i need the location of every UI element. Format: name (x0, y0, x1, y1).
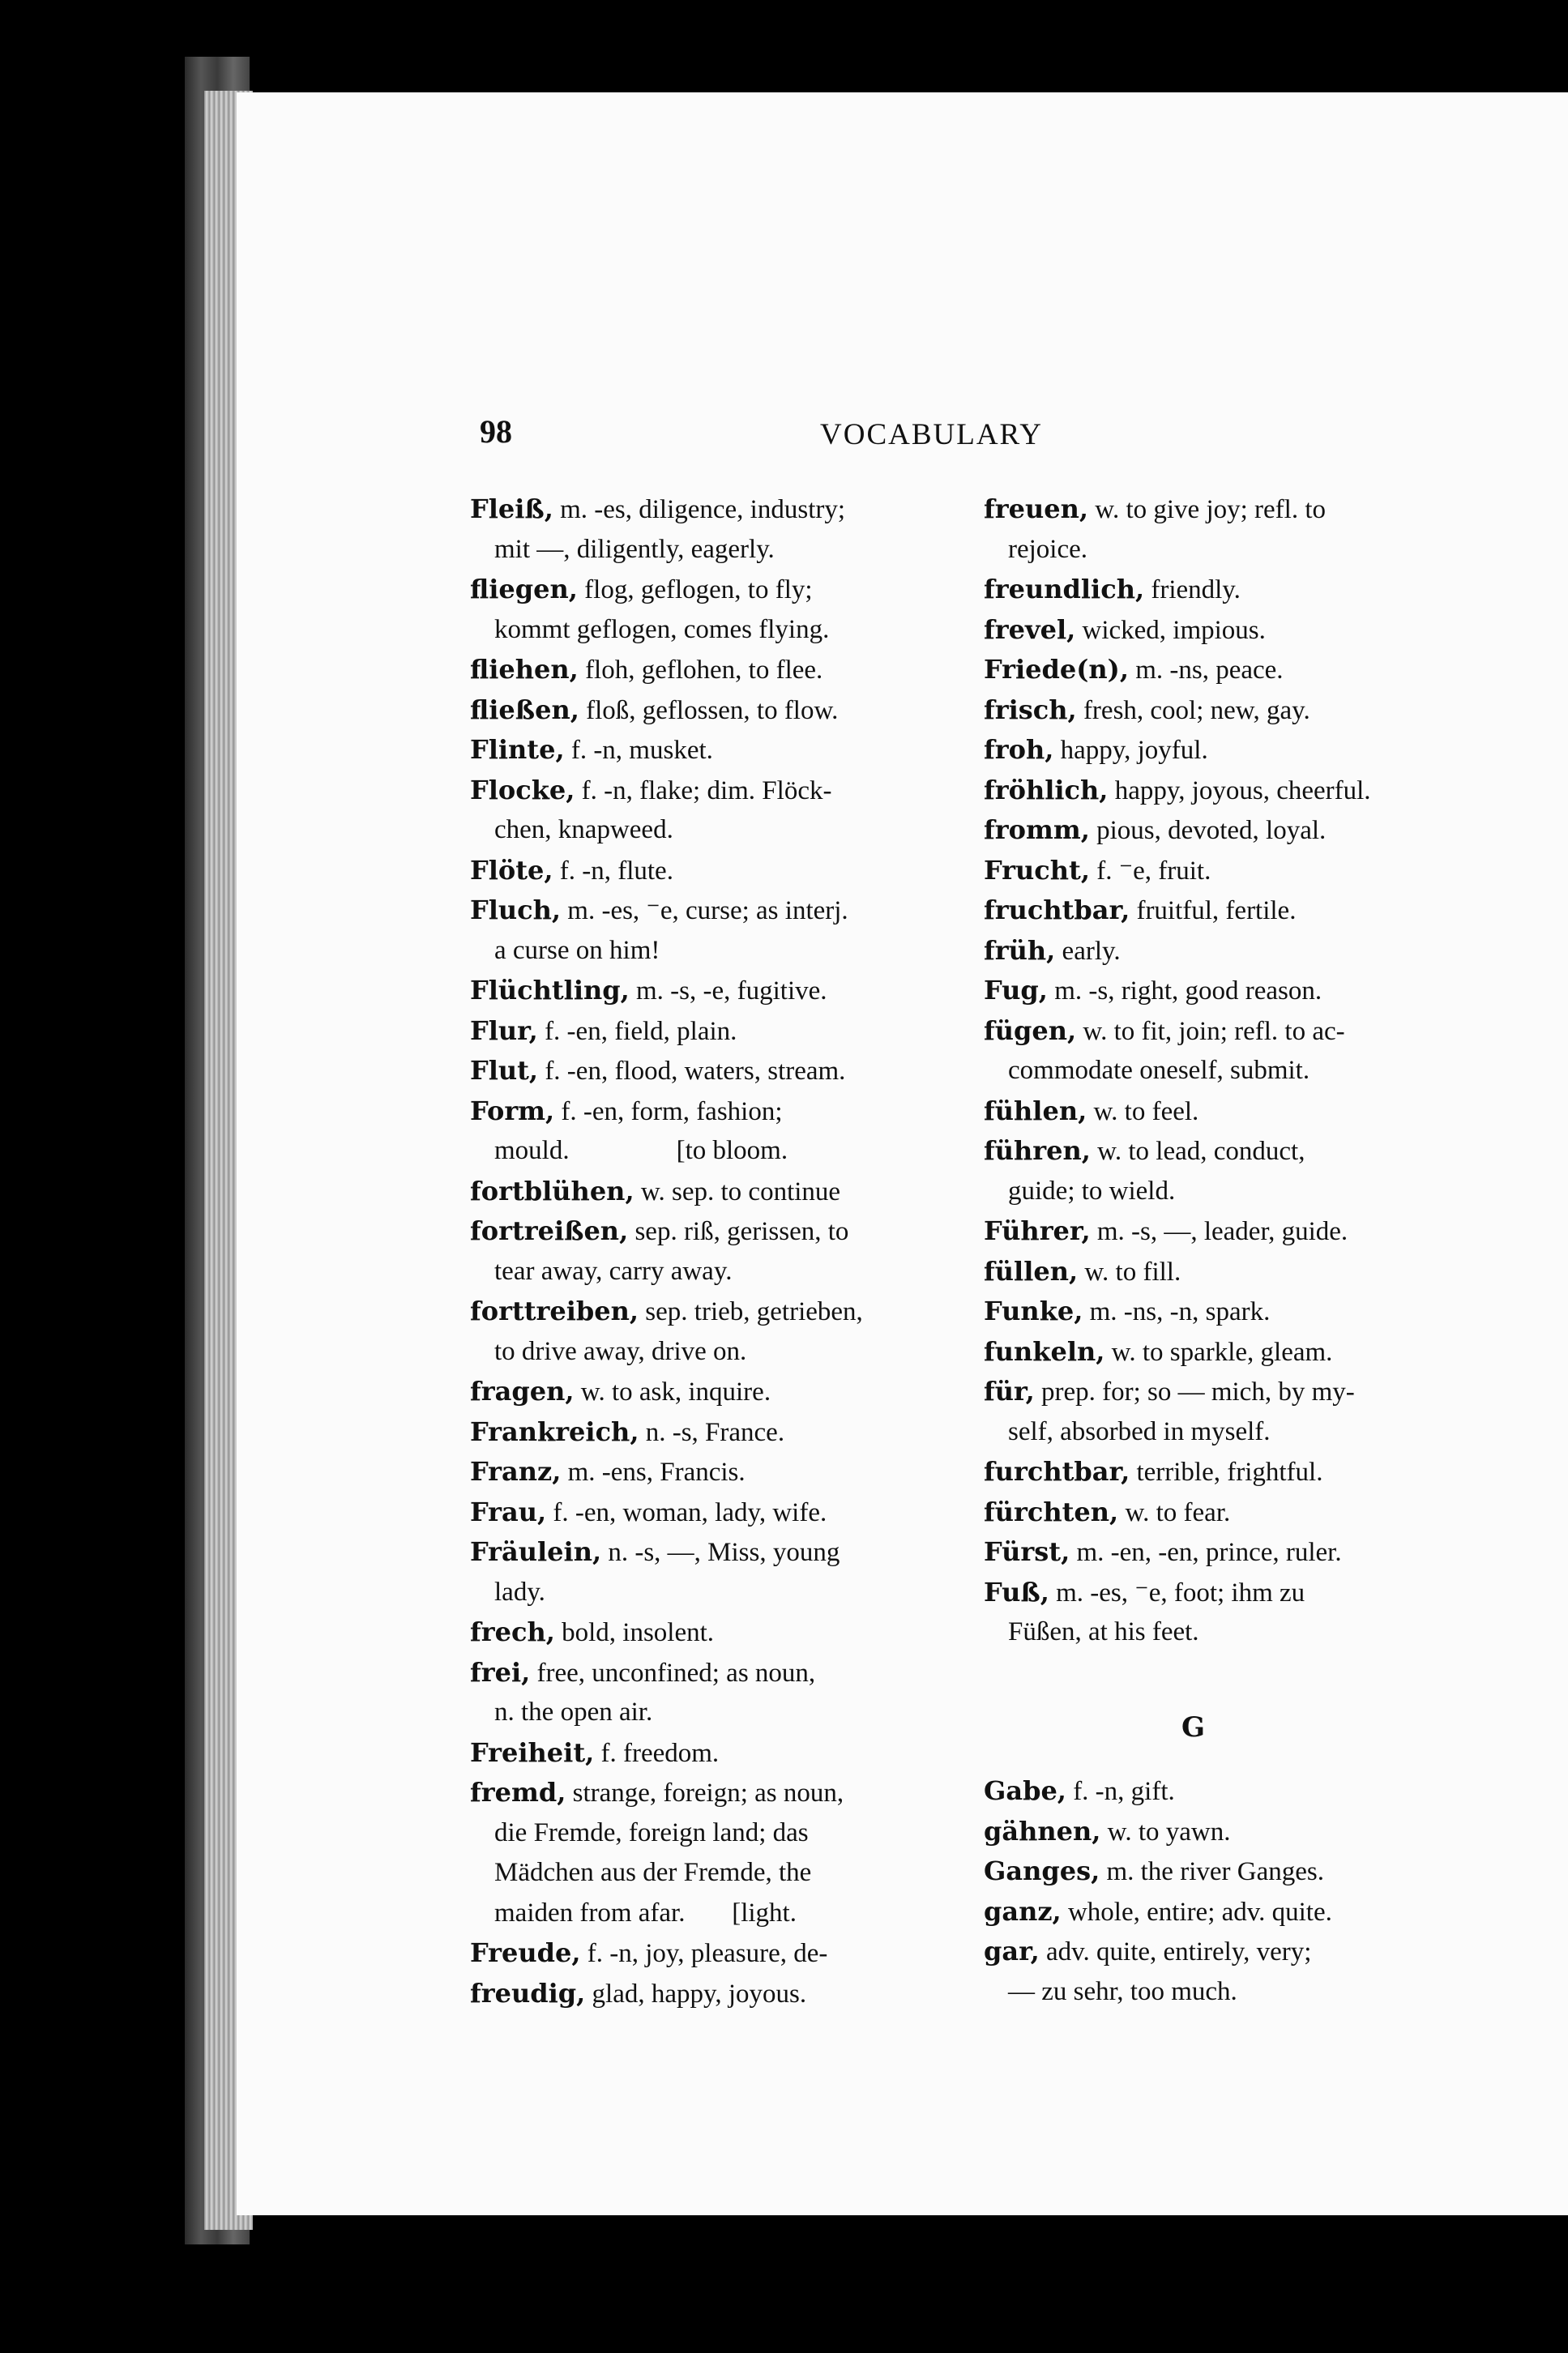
definition: adv. quite, entirely, very; (1039, 1937, 1312, 1967)
entry-line (984, 489, 1568, 530)
page-number: 98 (480, 413, 512, 450)
headword: Fluch, (470, 895, 562, 925)
definition: m. -es, diligence, industry; (553, 495, 846, 524)
definition: mould. [to bloom. (494, 1136, 788, 1165)
headword: Friede(n), (984, 654, 1129, 685)
entry-line (984, 610, 1568, 651)
entry-line (984, 771, 1568, 811)
headword: Fürst, (984, 1536, 1070, 1567)
definition: whole, entire; adv. quite. (1061, 1897, 1332, 1927)
entry-line (984, 690, 1568, 731)
entry-line (984, 1091, 1568, 1132)
definition: kommt geflogen, comes flying. (494, 614, 830, 644)
entry-line (470, 1733, 1183, 1774)
definition: f. -en, woman, lady, wife. (546, 1497, 827, 1527)
definition: self, absorbed in myself. (1008, 1416, 1271, 1446)
definition: terrible, frightful. (1130, 1458, 1323, 1487)
headword: fragen, (470, 1376, 575, 1407)
definition: m. -en, -en, prince, ruler. (1070, 1538, 1342, 1567)
headword: Flut, (470, 1055, 539, 1086)
section-letter: G (1181, 1711, 1206, 1744)
headword: frisch, (984, 694, 1077, 725)
definition: n. -s, —, Miss, young (601, 1538, 840, 1567)
headword: Freude, (470, 1937, 581, 1968)
definition: — zu sehr, too much. (1008, 1976, 1237, 2006)
definition: n. the open air. (494, 1697, 653, 1727)
definition: Füßen, at his feet. (1008, 1617, 1199, 1646)
definition: free, unconfined; as noun, (530, 1658, 816, 1688)
page-header (237, 412, 1568, 461)
definition: f. -en, form, fashion; (554, 1096, 783, 1126)
entry-line (984, 1131, 1568, 1172)
entry-line (984, 1851, 1568, 1892)
running-head: VOCABULARY (820, 418, 1043, 451)
headword: Flüchtling, (470, 975, 630, 1006)
entry-line (984, 1612, 1568, 1653)
definition: sep. trieb, getrieben, (639, 1297, 863, 1326)
definition: guide; to wield. (1008, 1176, 1176, 1206)
headword: Fräulein, (470, 1536, 602, 1567)
definition: f. -n, flute. (553, 856, 673, 886)
entry-line (984, 1172, 1568, 1212)
entry-line (984, 1972, 1568, 2013)
definition: w. to sparkle, gleam. (1104, 1337, 1333, 1367)
headword: Form, (470, 1095, 555, 1126)
right-column-g-section (984, 1771, 1568, 2012)
entry-line (984, 1011, 1568, 1052)
entry-line (470, 1693, 1183, 1733)
definition: w. to give joy; refl. to (1088, 495, 1326, 524)
definition: die Fremde, foreign land; das (494, 1817, 809, 1847)
headword: für, (984, 1376, 1035, 1407)
definition: to drive away, drive on. (494, 1336, 747, 1366)
definition: f. ⁻e, fruit. (1089, 856, 1211, 886)
entry-line (470, 1653, 1183, 1693)
entry-line (984, 1452, 1568, 1493)
definition: f. -n, joy, pleasure, de- (580, 1939, 828, 1968)
entry-line (984, 1932, 1568, 1972)
definition: commodate oneself, submit. (1008, 1056, 1310, 1085)
entry-line (984, 530, 1568, 570)
headword: Gabe, (984, 1775, 1066, 1806)
headword: funkeln, (984, 1335, 1105, 1367)
headword: ganz, (984, 1895, 1062, 1927)
definition: m. -es, ⁻e, curse; as interj. (561, 896, 848, 925)
headword: Frankreich, (470, 1416, 639, 1447)
headword: fügen, (984, 1014, 1077, 1046)
entry-line (984, 650, 1568, 690)
definition: f. -n, musket. (564, 736, 713, 765)
definition: happy, joyful. (1053, 736, 1208, 765)
entry-line (984, 931, 1568, 972)
definition: bold, insolent. (554, 1618, 715, 1647)
headword: Fuß, (984, 1576, 1049, 1608)
entry-line (984, 1892, 1568, 1932)
entry-line (984, 1211, 1568, 1252)
headword: Führer, (984, 1215, 1091, 1246)
headword: fremd, (470, 1777, 566, 1808)
headword: Flocke, (470, 774, 575, 805)
headword: Fug, (984, 975, 1048, 1006)
headword: furchtbar, (984, 1456, 1130, 1487)
headword: Fleiß, (470, 493, 553, 524)
definition: w. to ask, inquire. (574, 1377, 771, 1407)
definition: n. -s, France. (639, 1417, 785, 1447)
headword: froh, (984, 734, 1054, 765)
entry-line (984, 971, 1568, 1011)
entry-line (984, 1573, 1568, 1613)
definition: m. -es, ⁻e, foot; ihm zu (1049, 1578, 1305, 1608)
entry-line (984, 851, 1568, 891)
entry-line (984, 1532, 1568, 1573)
definition: floh, geflohen, to flee. (578, 656, 823, 685)
definition: happy, joyous, cheerful. (1108, 775, 1371, 805)
headword: forttreiben, (470, 1296, 639, 1326)
entry-line (984, 570, 1568, 610)
definition: w. to feel. (1087, 1096, 1199, 1126)
headword: Flöte, (470, 854, 553, 886)
definition: fresh, cool; new, gay. (1076, 695, 1310, 725)
definition: f. -en, flood, waters, stream. (538, 1057, 846, 1086)
definition: friendly. (1144, 575, 1241, 604)
headword: freuen, (984, 493, 1089, 524)
definition: w. to lead, conduct, (1090, 1137, 1305, 1166)
entry-line (984, 1372, 1568, 1412)
definition: f. freedom. (594, 1738, 720, 1768)
headword: frei, (470, 1656, 531, 1688)
headword: fröhlich, (984, 774, 1109, 805)
headword: Frucht, (984, 854, 1090, 886)
headword: freudig, (470, 1977, 586, 2009)
definition: pious, devoted, loyal. (1089, 816, 1327, 845)
headword: fortblühen, (470, 1175, 634, 1206)
entry-line (984, 1812, 1568, 1852)
entry-line (984, 1051, 1568, 1091)
definition: m. -s, -e, fugitive. (629, 976, 827, 1006)
entry-line (984, 1252, 1568, 1292)
entry-line (984, 730, 1568, 771)
definition: w. to fit, join; refl. to ac- (1076, 1016, 1345, 1046)
definition: wicked, impious. (1075, 615, 1266, 645)
definition: flog, geflogen, to fly; (577, 575, 813, 604)
definition: f. -en, field, plain. (537, 1016, 737, 1046)
definition: rejoice. (1008, 534, 1088, 564)
definition: floß, geflossen, to flow. (579, 695, 839, 725)
headword: Ganges, (984, 1855, 1100, 1886)
definition: chen, knapweed. (494, 815, 673, 844)
definition: lady. (494, 1577, 545, 1607)
headword: Flur, (470, 1014, 538, 1046)
definition: m. the river Ganges. (1100, 1857, 1324, 1886)
headword: fliehen, (470, 654, 579, 685)
headword: frech, (470, 1616, 555, 1647)
headword: füllen, (984, 1255, 1079, 1287)
definition: w. to fill. (1078, 1257, 1181, 1287)
headword: Freiheit, (470, 1736, 595, 1768)
headword: fürchten, (984, 1496, 1119, 1527)
definition: f. -n, flake; dim. Flöck- (575, 775, 832, 805)
headword: fortreißen, (470, 1215, 629, 1246)
definition: glad, happy, joyous. (585, 1979, 807, 2009)
headword: führen, (984, 1135, 1091, 1166)
definition: sep. riß, gerissen, to (628, 1217, 849, 1246)
definition: strange, foreign; as noun, (566, 1779, 844, 1808)
headword: Frau, (470, 1496, 547, 1527)
definition: f. -n, gift. (1066, 1777, 1175, 1806)
definition: Mädchen aus der Fremde, the (494, 1858, 812, 1887)
headword: gar, (984, 1936, 1040, 1967)
definition: m. -ens, Francis. (561, 1458, 746, 1487)
definition: maiden from afar. [light. (494, 1898, 797, 1928)
entry-line (984, 810, 1568, 851)
entry-line (984, 1332, 1568, 1373)
headword: Flinte, (470, 734, 565, 765)
definition: prep. for; so — mich, by my- (1034, 1377, 1355, 1407)
definition: a curse on him! (494, 935, 660, 965)
entry-line (984, 1771, 1568, 1812)
definition: w. to fear. (1118, 1497, 1231, 1527)
headword: fühlen, (984, 1095, 1087, 1126)
definition: m. -ns, -n, spark. (1083, 1297, 1271, 1326)
right-column (984, 489, 1568, 1653)
book-page (237, 92, 1568, 2215)
headword: gähnen, (984, 1815, 1101, 1847)
headword: fliegen, (470, 574, 578, 604)
definition: mit —, diligently, eagerly. (494, 534, 775, 564)
headword: fruchtbar, (984, 895, 1130, 925)
definition: m. -s, —, leader, guide. (1090, 1217, 1348, 1246)
entry-line (984, 1412, 1568, 1453)
headword: freundlich, (984, 574, 1145, 604)
entry-line (984, 1292, 1568, 1332)
entry-line (984, 1493, 1568, 1533)
definition: tear away, carry away. (494, 1256, 733, 1286)
entry-line (984, 890, 1568, 931)
definition: m. -s, right, good reason. (1047, 976, 1322, 1006)
headword: fromm, (984, 814, 1090, 845)
definition: m. -ns, peace. (1128, 656, 1284, 685)
definition: w. to yawn. (1100, 1817, 1231, 1847)
headword: frevel, (984, 613, 1076, 645)
headword: Funke, (984, 1296, 1083, 1326)
definition: w. sep. to continue (634, 1176, 841, 1206)
definition: early. (1055, 936, 1121, 966)
headword: fließen, (470, 694, 579, 725)
headword: früh, (984, 934, 1056, 966)
definition: fruitful, fertile. (1130, 896, 1297, 925)
headword: Franz, (470, 1456, 562, 1487)
